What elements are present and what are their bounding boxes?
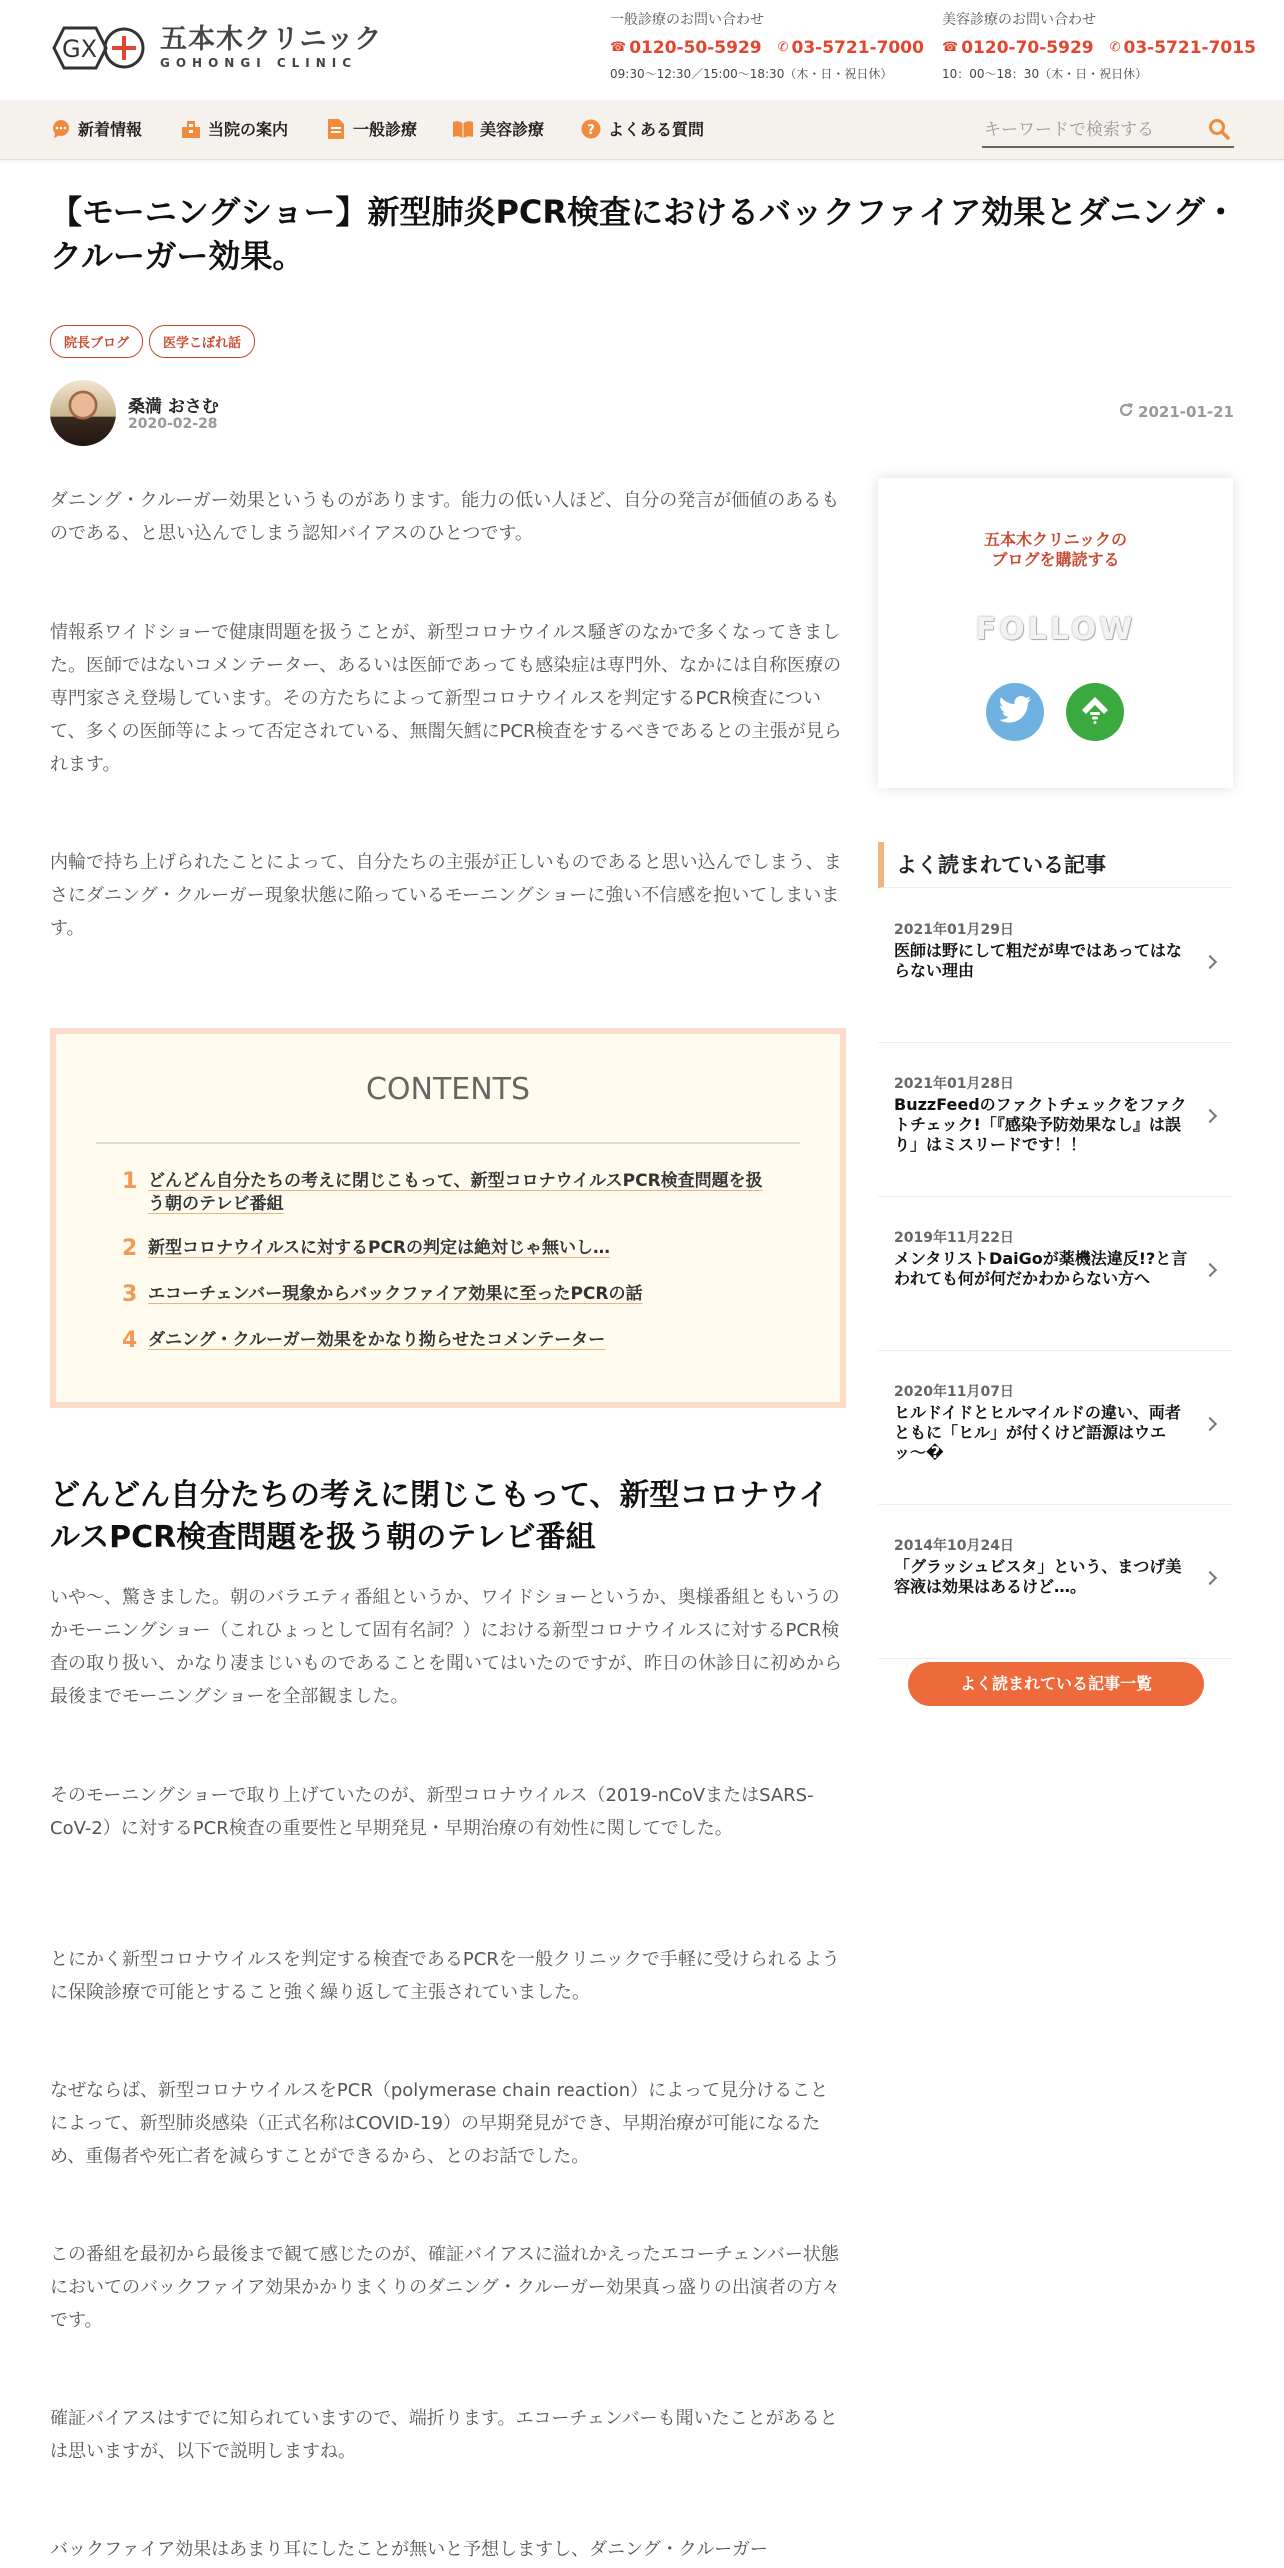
popular-more-button[interactable]: よく読まれている記事一覧 — [908, 1662, 1204, 1706]
general-tel[interactable] — [778, 35, 924, 61]
logo-subname: GOHONGI CLINIC — [160, 56, 358, 70]
popular-date: 2014年10月24日 — [894, 1538, 1014, 1554]
nav-item-news[interactable] — [50, 117, 142, 140]
table-of-contents — [50, 1028, 846, 1408]
feedly-icon — [1080, 695, 1110, 729]
chevron-right-icon — [1203, 1417, 1217, 1431]
search-box — [982, 112, 1234, 148]
intro-paragraph-3: 内輪で持ち上げられたことによって、自分たちの主張が正しいものであると思い込んでしまう、まさにダニング・クルーガー現象状態に陥っているモーニングショーに強い不信感を抱いてしまいます。 — [50, 852, 842, 939]
twitter-bird-icon — [998, 696, 1032, 728]
beauty-contact — [942, 9, 1256, 85]
phone-icon: ✆ — [1109, 40, 1121, 55]
section-paragraph-3: とにかく新型コロナウイルスを判定する検査であるPCRを一般クリニックで手軽に受けられるように保険診療で可能とすること強く繰り返して主張されていました。 — [50, 1949, 840, 2003]
popular-item[interactable] — [878, 1043, 1233, 1197]
nav-label-about: 当院の案内 — [208, 120, 289, 139]
logo-mark-icon — [50, 24, 154, 72]
toc-link-text: エコーチェンバー現象からバックファイア効果に至ったPCRの話 — [148, 1284, 643, 1304]
beauty-tel-number: 03-5721-7015 — [1123, 38, 1256, 58]
popular-item[interactable] — [878, 1197, 1233, 1351]
section-paragraph-4: なぜならば、新型コロナウイルスをPCR（polymerase chain reaction）によって見分けることによって、新型肺炎感染（正式名称はCOVID-19）の早期発見ができ、早期治療が可能になるため、重傷者や死亡者を減らすことができるから、とのお話でした。 — [50, 2080, 829, 2167]
intro-paragraph-1: ダニング・クルーガー効果というものがあります。能力の低い人ほど、自分の発言が価値のあるものである、と思い込んでしまう認知バイアスのひとつです。 — [50, 490, 840, 544]
feedly-follow-button[interactable] — [1066, 683, 1124, 741]
popular-title: BuzzFeedのファクトチェックをファクトチェック!「『感染予防効果なし』は誤り」はミスリードです！！ — [894, 1095, 1187, 1154]
toc-item-2[interactable] — [122, 1237, 778, 1260]
popular-heading: よく読まれている記事 — [878, 842, 1233, 888]
site-header — [0, 0, 1284, 100]
search-icon[interactable] — [1208, 118, 1230, 144]
chevron-right-icon — [1203, 1263, 1217, 1277]
main-nav — [0, 100, 1284, 160]
general-freedial-number: 0120-50-5929 — [629, 38, 762, 58]
chat-bubble-icon — [50, 118, 72, 140]
intro-paragraph-2: 情報系ワイドショーで健康問題を扱うことが、新型コロナウイルス騒ぎのなかで多くなってきました。医師ではないコメンテーター、あるいは医師であっても感染症は専門外、なかには自称医療の専門家さえ登場しています。その方たちによって新型コロナウイルスを判定するPCR検査について、多くの医師等によって否定されている、無闇矢鱈にPCR検査をするべきであるとの主張が見られます。 — [50, 622, 842, 775]
popular-title: メンタリストDaiGoが薬機法違反!?と言われても何が何だかわからない方へ — [894, 1249, 1188, 1288]
document-icon — [325, 118, 347, 140]
refresh-icon — [1118, 402, 1134, 422]
article-title: 【モーニングショー】新型肺炎PCR検査におけるバックファイア効果とダニング・クルーガー効果。 — [50, 193, 1237, 275]
beauty-contact-label: 美容診療のお問い合わせ — [942, 12, 1096, 28]
popular-date: 2021年01月28日 — [894, 1076, 1014, 1092]
popular-item[interactable] — [878, 1351, 1233, 1505]
nav-item-about[interactable] — [180, 117, 288, 140]
tag-director-blog[interactable]: 院長ブログ — [50, 325, 143, 358]
toc-item-1[interactable] — [122, 1170, 778, 1216]
popular-date: 2020年11月07日 — [894, 1384, 1014, 1400]
author-avatar — [50, 380, 116, 446]
section-paragraph-6: 確証バイアスはすでに知られていますので、端折ります。エコーチェンバーも聞いたことがあるとは思いますが、以下で説明しますね。 — [50, 2408, 838, 2462]
nav-item-faq[interactable] — [580, 117, 704, 140]
freedial-icon: ☎ — [610, 40, 627, 55]
section-paragraph-2: そのモーニングショーで取り上げていたのが、新型コロナウイルス（2019-nCoVまたはSARS-CoV-2）に対するPCR検査の重要性と早期発見・早期治療の有効性に関してでした。 — [50, 1785, 814, 1839]
beauty-freedial[interactable] — [942, 35, 1094, 61]
general-contact — [610, 9, 924, 85]
popular-title: 「グラッシュビスタ」という、まつげ美容液は効果はあるけど…。 — [894, 1557, 1182, 1596]
nav-label-general: 一般診療 — [353, 120, 418, 139]
search-input[interactable] — [984, 116, 1194, 144]
follow-box — [878, 478, 1233, 788]
follow-label-line-2: ブログを購読する — [991, 550, 1120, 569]
beauty-freedial-number: 0120-70-5929 — [961, 38, 1094, 58]
section-paragraph-5: この番組を最初から最後まで観て感じたのが、確証バイアスに溢れかえったエコーチェンバー状態においてのバックファイア効果かかりまくりのダニング・クルーガー効果真っ盛りの出演者の方々です。 — [50, 2244, 840, 2331]
nav-item-general[interactable] — [325, 117, 417, 140]
toc-item-4[interactable] — [122, 1329, 778, 1352]
section-paragraph-7: バックファイア効果はあまり耳にしたことが無いと予想しますし、ダニング・クルーガー — [50, 2539, 768, 2560]
popular-item[interactable] — [878, 889, 1233, 1043]
toc-num: 3 — [122, 1282, 138, 1307]
toc-link-text: 新型コロナウイルスに対するPCRの判定は絶対じゃ無いし… — [148, 1238, 611, 1258]
toc-item-3[interactable] — [122, 1283, 778, 1306]
freedial-icon: ☎ — [942, 40, 959, 55]
follow-label — [878, 530, 1233, 570]
nav-label-faq: よくある質問 — [608, 120, 705, 139]
toc-link-text: どんどん自分たちの考えに閉じこもって、新型コロナウイルスPCR検査問題を扱う朝のテレビ番組 — [148, 1171, 763, 1214]
nav-item-beauty[interactable] — [452, 117, 544, 140]
question-icon — [580, 118, 602, 140]
general-hours: 09:30〜12:30／15:00〜18:30（木・日・祝日休） — [610, 67, 893, 81]
popular-title: 医師は野にして粗だが卑ではあってはならない理由 — [894, 941, 1182, 980]
site-logo[interactable] — [50, 24, 382, 72]
section-paragraph-1: いや〜、驚きました。朝のバラエティ番組というか、ワイドショーというか、奥様番組ともいうのかモーニングショー（これひょっとして固有名詞？）における新型コロナウイルスに対するPCR検査の取り扱い、かなり凄まじいものであることを聞いてはいたのですが、昨日の休診日に初めから最後までモーニングショーを全部観ました。 — [50, 1587, 842, 1707]
toc-num: 1 — [122, 1169, 138, 1194]
section-heading: どんどん自分たちの考えに閉じこもって、新型コロナウイルスPCR検査問題を扱う朝のテレビ番組 — [50, 1478, 829, 1555]
toc-link-text: ダニング・クルーガー効果をかなり拗らせたコメンテーター — [148, 1330, 606, 1350]
popular-title: ヒルドイドとヒルマイルドの違い、両者ともに「ヒル」が付くけど語源はウエッ〜� — [894, 1403, 1181, 1462]
toc-num: 2 — [122, 1236, 138, 1261]
follow-heading: FOLLOW — [975, 612, 1136, 647]
author-name: 桑満 おさむ — [128, 397, 219, 417]
updated-date-text: 2021-01-21 — [1138, 403, 1234, 421]
chevron-right-icon — [1203, 955, 1217, 969]
published-date: 2020-02-28 — [128, 416, 218, 432]
general-freedial[interactable] — [610, 35, 762, 61]
twitter-follow-button[interactable] — [986, 683, 1044, 741]
nav-label-news: 新着情報 — [78, 120, 143, 139]
toc-divider — [96, 1142, 800, 1144]
toc-num: 4 — [122, 1328, 138, 1353]
beauty-tel[interactable] — [1110, 35, 1256, 61]
popular-item[interactable] — [878, 1505, 1233, 1659]
author-bar — [50, 380, 1234, 446]
building-icon — [180, 118, 202, 140]
phone-icon: ✆ — [777, 40, 789, 55]
general-tel-number: 03-5721-7000 — [791, 38, 924, 58]
beauty-hours: 10：00〜18：30（木・日・祝日休） — [942, 67, 1148, 81]
chevron-right-icon — [1203, 1571, 1217, 1585]
follow-label-line-1: 五本木クリニックの — [983, 530, 1128, 549]
article-tags — [50, 325, 255, 358]
svg-text:GX: GX — [62, 35, 98, 63]
tag-medical-notes[interactable]: 医学こぼれ話 — [149, 325, 255, 358]
updated-date — [1118, 402, 1234, 422]
book-icon — [452, 118, 474, 140]
popular-date: 2019年11月22日 — [894, 1230, 1014, 1246]
popular-date: 2021年01月29日 — [894, 922, 1014, 938]
chevron-right-icon — [1203, 1109, 1217, 1123]
logo-name: 五本木クリニック — [160, 24, 383, 55]
svg-text:?: ? — [587, 122, 595, 138]
nav-label-beauty: 美容診療 — [480, 120, 545, 139]
general-contact-label: 一般診療のお問い合わせ — [610, 12, 764, 28]
toc-title: CONTENTS — [365, 1072, 531, 1107]
